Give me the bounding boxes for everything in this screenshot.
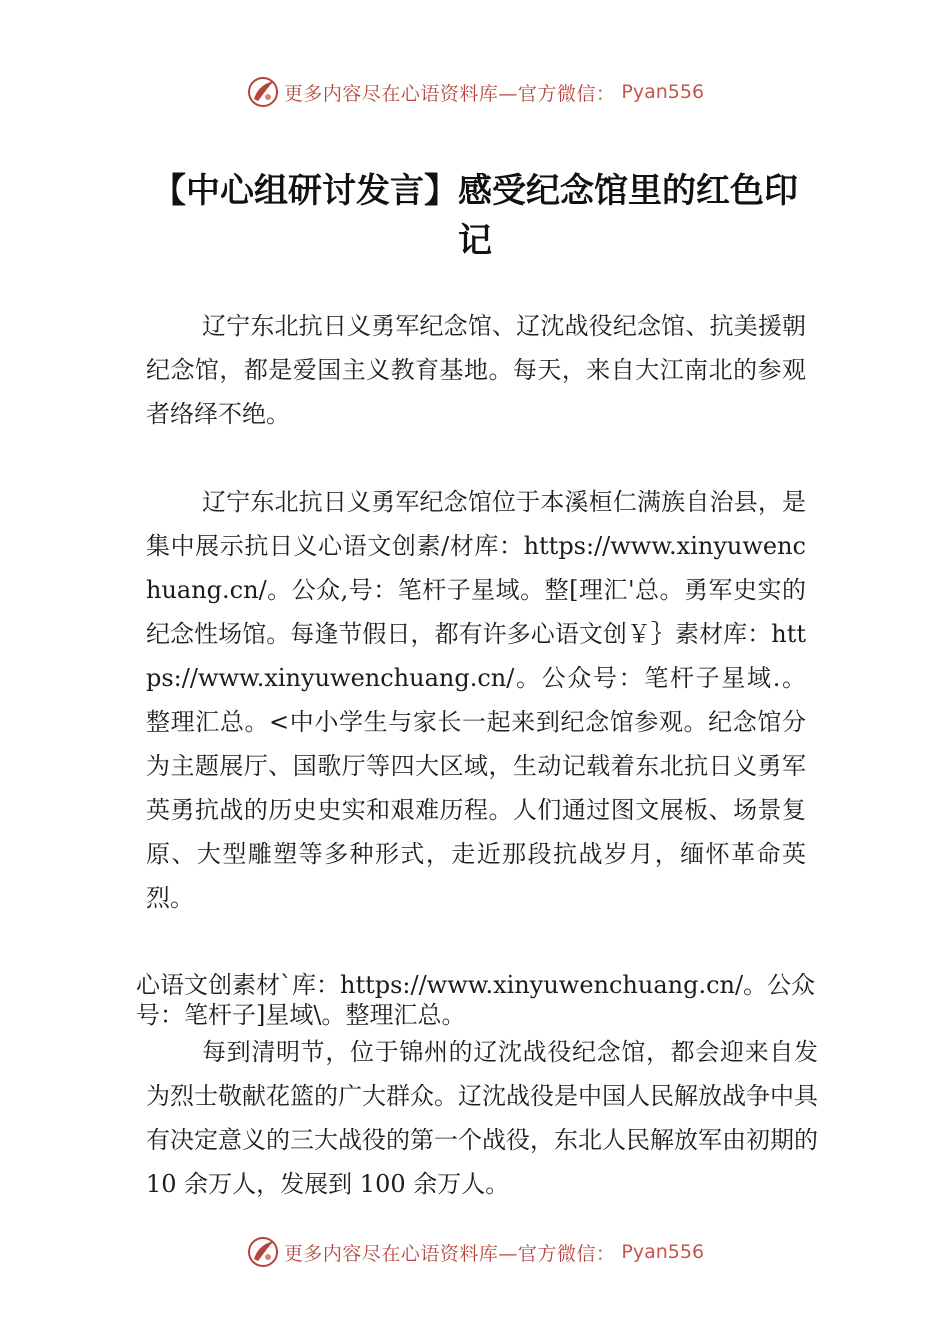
paragraph-3: 心语文创素材`库：https://www.xinyuwenchuang.cn/。公众号：笔杆子]星域\。整理汇总。 bbox=[136, 971, 816, 1029]
seal-logo-icon bbox=[246, 1235, 280, 1269]
watermark-handle: Pyan556 bbox=[621, 1241, 705, 1263]
watermark-text: 更多内容尽在心语资料库—官方微信： bbox=[283, 1242, 616, 1265]
paragraph-4: 每到清明节，位于锦州的辽沈战役纪念馆，都会迎来自发为烈士敬献花篮的广大群众。辽沈战役是中国人民解放战争中具有决定意义的三大战役的第一个战役，东北人民解放军由初期的 10 余万人，发展到 100 余万人。 bbox=[146, 1038, 818, 1198]
paragraph-2: 辽宁东北抗日义勇军纪念馆位于本溪桓仁满族自治县，是集中展示抗日义心语文创素/材库：https://www.xinyuwenchuang.cn/。公众,号：笔杆子星域。整[理汇'总。勇军史实的纪念性场馆。每逢节假日，都有许多心语文创￥｝素材库：https://www.xinyuwenchuang.cn/。公众号：笔杆子星域.。整理汇总。<中小学生与家长一起来到纪念馆参观。纪念馆分为主题展厅、国歌厅等四大区域，生动记载着东北抗日义勇军英勇抗战的历史史实和艰难历程。人们通过图文展板、场景复原、大型雕塑等多种形式，走近那段抗战岁月，缅怀革命英烈。 bbox=[146, 488, 806, 912]
footer-watermark bbox=[0, 1230, 950, 1274]
watermark-handle: Pyan556 bbox=[621, 81, 705, 103]
document-title: 【中心组研讨发言】感受纪念馆里的红色印记 bbox=[152, 171, 798, 261]
header-watermark bbox=[0, 70, 950, 114]
watermark-text: 更多内容尽在心语资料库—官方微信： bbox=[283, 82, 616, 105]
paragraph-1: 辽宁东北抗日义勇军纪念馆、辽沈战役纪念馆、抗美援朝纪念馆，都是爱国主义教育基地。每天，来自大江南北的参观者络绎不绝。 bbox=[146, 312, 806, 428]
seal-logo-icon bbox=[246, 75, 280, 109]
